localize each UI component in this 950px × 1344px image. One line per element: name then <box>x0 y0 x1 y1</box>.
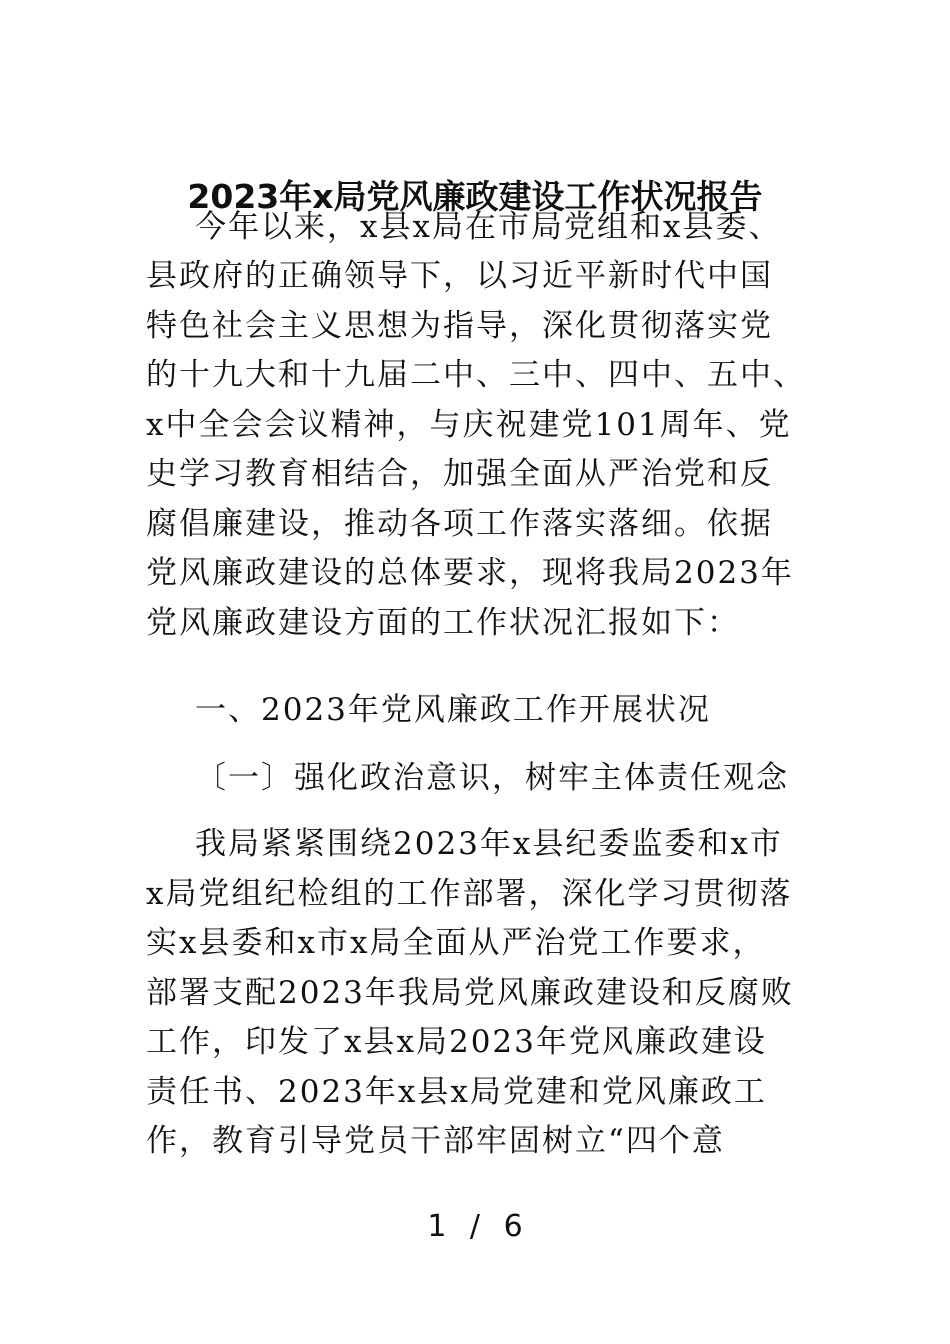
intro-line-3: 特色社会主义思想为指导，深化贯彻落实党 <box>146 308 773 344</box>
document-title: 2023年x局党风廉政建设工作状况报告 <box>187 177 763 216</box>
section-heading: 一、2023年党风廉政工作开展状况 <box>195 692 711 728</box>
intro-line-7: 腐倡廉建设，推动各项工作落实落细。依据 <box>146 506 773 542</box>
intro-line-9: 党风廉政建设方面的工作状况汇报如下： <box>146 605 740 641</box>
body-line-5: 工作，印发了x县x局2023年党风廉政建设 <box>146 1024 767 1060</box>
intro-line-4: 的十九大和十九届二中、三中、四中、五中、 <box>146 357 806 393</box>
body-line-6: 责任书、2023年x县x局党建和党风廉政工 <box>146 1074 767 1110</box>
body-line-4: 部署支配2023年我局党风廉政建设和反腐败 <box>146 975 794 1011</box>
subsection-heading: 〔一〕强化政治意识，树牢主体责任观念 <box>195 760 789 796</box>
intro-line-2: 县政府的正确领导下，以习近平新时代中国 <box>146 258 773 294</box>
intro-line-5: x中全会会议精神，与庆祝建党101周年、党 <box>146 407 792 443</box>
intro-line-6: 史学习教育相结合，加强全面从严治党和反 <box>146 456 773 492</box>
body-line-2: x局党组纪检组的工作部署，深化学习贯彻落 <box>146 876 793 912</box>
page-indicator: 1 / 6 <box>427 1209 523 1244</box>
intro-line-1: 今年以来，x县x局在市局党组和x县委、 <box>195 209 782 245</box>
intro-line-8: 党风廉政建设的总体要求，现将我局2023年 <box>146 555 794 591</box>
body-line-7: 作，教育引导党员干部牢固树立“四个意 <box>146 1123 725 1159</box>
body-line-1: 我局紧紧围绕2023年x县纪委监委和x市 <box>195 826 783 862</box>
body-line-3: 实x县委和x市x局全面从严治党工作要求， <box>146 925 766 961</box>
